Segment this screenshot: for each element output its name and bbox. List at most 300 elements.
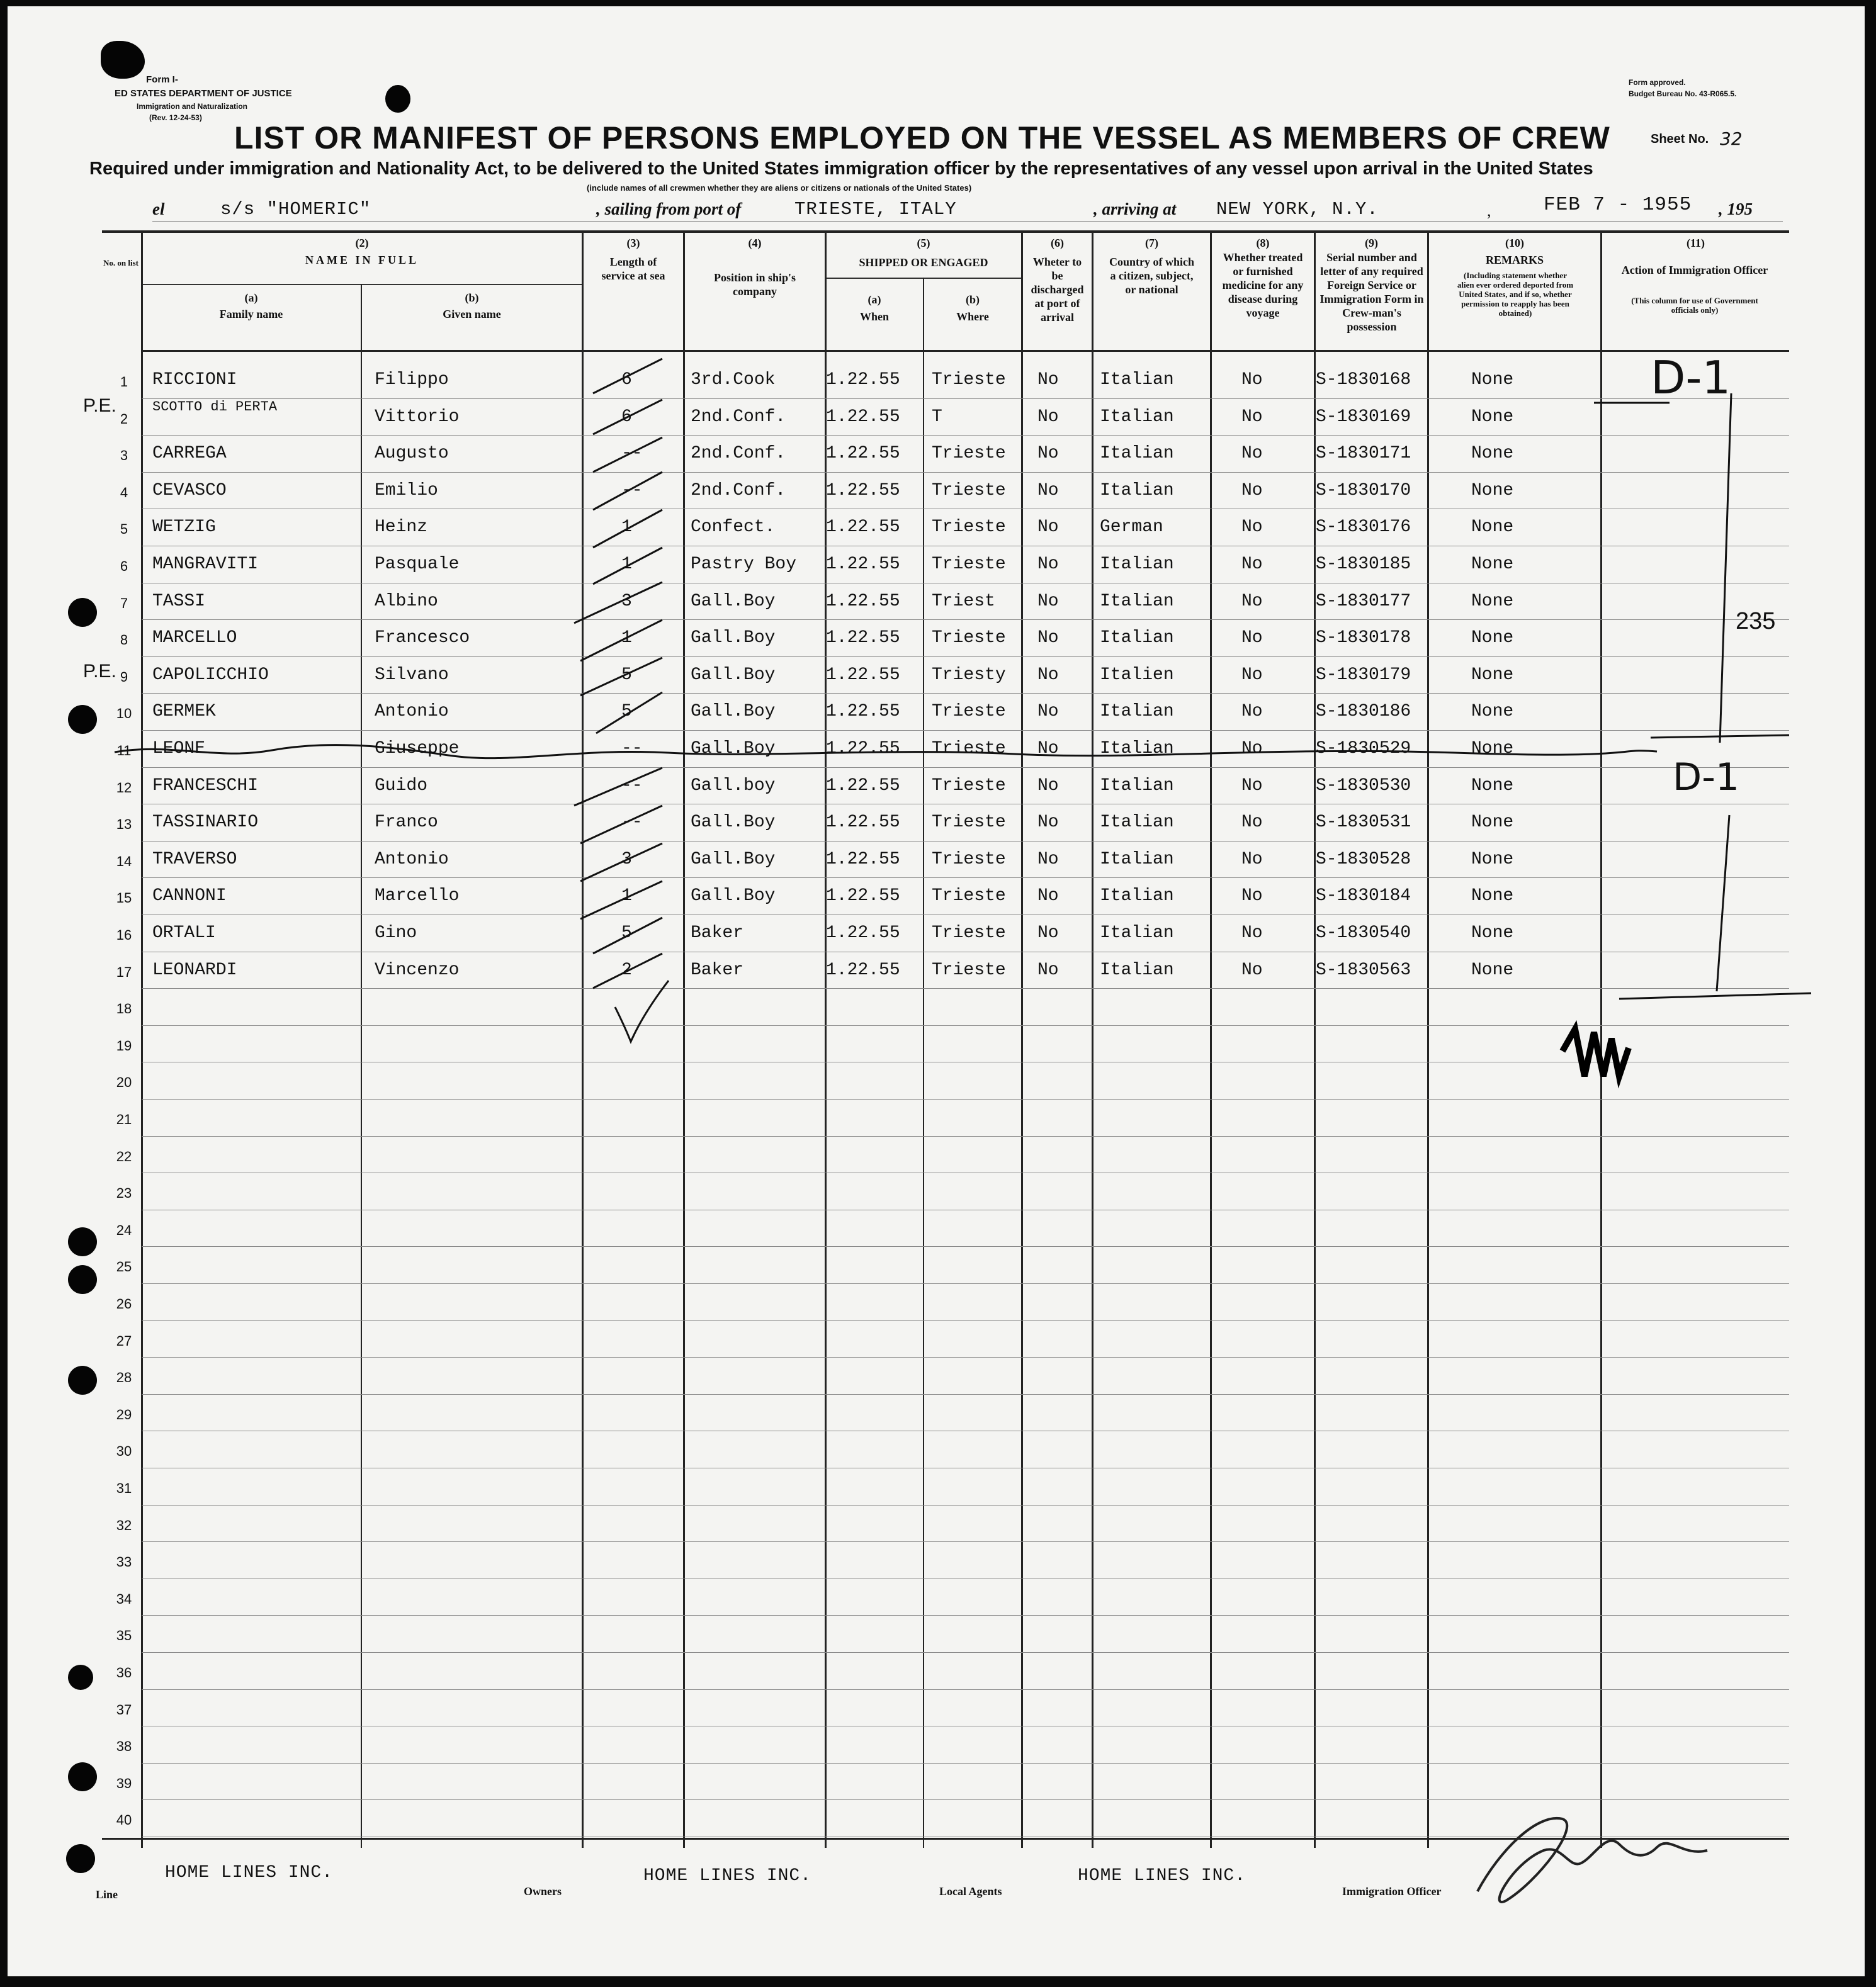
cell-when: 1.22.55 xyxy=(826,739,900,758)
cell-country: Italian xyxy=(1100,886,1174,906)
cell-country: Italian xyxy=(1100,813,1174,833)
approval-text: Form approved. xyxy=(1629,78,1686,87)
sheet-label: Sheet No. xyxy=(1651,132,1709,146)
cell-position: Gall.Boy xyxy=(691,849,776,869)
col5b-label: Where xyxy=(956,310,989,323)
row-number: 1 xyxy=(120,374,128,390)
service-name: Immigration and Naturalization xyxy=(137,102,248,111)
cell-disch: No xyxy=(1037,960,1059,980)
cell-disch: No xyxy=(1037,554,1059,574)
cell-treated: No xyxy=(1241,813,1263,833)
cell-family: SCOTTO di PERTA xyxy=(152,398,278,415)
pe-mark: P.E. xyxy=(83,395,116,416)
col2-title: NAME IN FULL xyxy=(305,254,419,266)
row-number: 16 xyxy=(116,927,132,943)
cell-where: Trieste xyxy=(932,702,1006,722)
cell-remarks: None xyxy=(1471,444,1514,464)
row-number: 12 xyxy=(116,779,132,796)
cell-remarks: None xyxy=(1471,370,1514,390)
cell-given: Marcello xyxy=(375,886,460,906)
cell-treated: No xyxy=(1241,849,1263,869)
cell-country: Italian xyxy=(1100,739,1174,758)
row-number: 6 xyxy=(120,558,128,574)
cell-service: 3 xyxy=(621,849,632,869)
row-number: 15 xyxy=(116,890,132,906)
manifest-sheet: Form I- ED STATES DEPARTMENT OF JUSTICE Immigration and Naturalization (Rev. 12-24-53) Form approved. Budget Bureau No. 43-R065.5. LIST OR MANIFEST OF PERSONS EMPLOYED ON THE VESSEL AS MEMBERS OF CREW Sheet No. 32 Required under immigration and Nationality Act, to be delivered to the United States immigration officer by the representatives of any vessel upon arrival in the United States (include names of all crewmen whether they are aliens or citizens or nationals of the United States) el s/s "HOMERIC" , sailing from port of TRIESTE, ITALY , arriving at NEW YORK, N.Y. , FEB 7 - 1955 , 195 No. on list (2) NAME IN FULL (a) Family name (b) Given name (3) Length of service at sea (4) Position in ship's company (5) SHIPPED OR ENGAGED (a) When (b) Where (6) Wheter to be discharged at port of arrival (7) Country of which a citizen, subject, or national (8) Whether treated or furnished medicine for any disease during voyage (9) Serial number and letter of any required Foreign Service or Immigration Form in Crew-man's possession (10) REMARKS (Including statement whether alien ever ordered deported from United States, and if so, whether permission to reapply has been obtained) (11) Action of Immigration Officer (This column for use of Government officials only) 1 RICCIONI Filippo 6 3rd.Cook 1.22.55 Trieste No Italian No S-1830168 None 2 SCOTTO di PERTA Vittorio 6 2nd.Conf. 1.22.55 T No Italian No S-1830169 None 3 CARREGA Augusto -- 2nd.Conf. 1.22.55 Trieste No Italian No S-1830171 None 4 CEVASCO Emilio -- 2nd.Conf. 1.22.55 Trieste No Italian No S-1830170 None 5 WETZIG Heinz 1 Confect. 1.22.55 Trieste No German No S-1830176 None 6 MANGRAVITI Pasquale 1 Pastry Boy 1.22.55 Trieste No Italian No S-1830185 None 7 TASSI Albino 3 Gall.Boy 1.22.55 Triest No Italian No S-1830177 None 8 MARCELLO Francesco 1 Gall.Boy 1.22.55 Trieste No Italian No S-1830178 None 9 CAPOLICCHIO Silvano 5 Gall.Boy 1.22.55 Triesty No Italien No S-1830179 None 10 GERMEK Antonio 5 Gall.Boy 1.22.55 Trieste No Italian No S-1830186 None 11 LEONE Giuseppe -- Gall.Boy 1.22.55 Trieste No Italian No S-1830529 None 12 FRANCESCHI Guido -- Gall.boy 1.22.55 Trieste No Italian No S-1830530 None 13 TASSINARIO Franco -- Gall.Boy 1.22.55 Trieste No Italian No S-1830531 None 14 TRAVERSO Antonio 3 Gall.Boy 1.22.55 Trieste No Italian No S-1830528 None 15 CANNONI Marcello 1 Gall.Boy 1.22.55 Trieste No Italian No S-1830184 None 16 ORTALI Gino 5 Baker 1.22.55 Trieste No Italian No S-1830540 None 17 LEONARDI Vincenzo 2 Baker 1.22.55 Trieste No Italian No S-1830563 None 18 19 20 21 22 23 24 25 26 27 28 29 30 31 32 33 34 35 36 37 38 39 40 P.E. P.E. D-1 D-1 235 Line HOME LINES INC. Owners HOME LINES INC. Local Agents HOME LINES INC. Immigration Officer xyxy=(8,6,1865,1976)
col2a-number: (a) xyxy=(244,291,258,304)
col7-label: Country of which a citizen, subject, or national xyxy=(1109,256,1194,296)
cell-country: Italian xyxy=(1100,591,1174,611)
cell-family: ORTALI xyxy=(152,923,216,943)
cell-when: 1.22.55 xyxy=(826,444,900,464)
cell-treated: No xyxy=(1241,480,1263,500)
col4-label: Position in ship's company xyxy=(713,271,796,298)
deport-annotation: D-1 xyxy=(1651,351,1731,404)
officer-signature xyxy=(1478,1818,1707,1902)
cell-treated: No xyxy=(1241,444,1263,464)
cell-country: Italian xyxy=(1100,444,1174,464)
col3-number: (3) xyxy=(626,237,640,249)
col11-note: (This column for use of Government officials only) xyxy=(1631,296,1758,315)
cell-country: Italian xyxy=(1100,628,1174,648)
col6-number: (6) xyxy=(1051,237,1064,249)
col4-number: (4) xyxy=(748,237,762,249)
cell-given: Augusto xyxy=(375,444,449,464)
checkmark xyxy=(615,981,669,1042)
cell-service: 6 xyxy=(621,370,632,390)
cell-position: Gall.Boy xyxy=(691,665,776,685)
cell-remarks: None xyxy=(1471,813,1514,833)
cell-serial: S-1830184 xyxy=(1316,886,1411,906)
cell-country: Italian xyxy=(1100,923,1174,943)
cell-disch: No xyxy=(1037,370,1059,390)
col6-label: Wheter to be discharged at port of arrival xyxy=(1031,256,1084,324)
agents-label: Local Agents xyxy=(939,1885,1002,1898)
cell-when: 1.22.55 xyxy=(826,665,900,685)
cell-when: 1.22.55 xyxy=(826,628,900,648)
subtitle: Required under immigration and Nationality Act, to be delivered to the United States immigration officer by the representatives of any vessel upon arrival in the United States xyxy=(89,159,1593,179)
cell-treated: No xyxy=(1241,554,1263,574)
handwritten-marks xyxy=(8,6,1865,1976)
vessel-label: el xyxy=(152,200,165,218)
cell-where: Triesty xyxy=(932,665,1006,685)
punch-hole xyxy=(66,1844,95,1873)
row-number: 7 xyxy=(120,595,128,611)
row-number: 3 xyxy=(120,447,128,464)
cell-disch: No xyxy=(1037,517,1059,538)
cell-given: Antonio xyxy=(375,702,449,722)
cell-serial: S-1830168 xyxy=(1316,370,1411,390)
cell-family: MANGRAVITI xyxy=(152,554,259,574)
cell-when: 1.22.55 xyxy=(826,960,900,980)
cell-serial: S-1830186 xyxy=(1316,702,1411,722)
cell-country: Italian xyxy=(1100,370,1174,390)
punch-hole xyxy=(68,1366,97,1395)
cell-where: Trieste xyxy=(932,554,1006,574)
cell-service: 1 xyxy=(621,886,632,906)
row-number: 8 xyxy=(120,632,128,648)
cell-service: 2 xyxy=(621,960,632,980)
cell-position: 2nd.Conf. xyxy=(691,407,786,427)
cell-position: Gall.Boy xyxy=(691,813,776,833)
bracket-line xyxy=(1619,993,1811,999)
cell-where: Trieste xyxy=(932,886,1006,906)
cell-country: Italian xyxy=(1100,849,1174,869)
cell-family: GERMEK xyxy=(152,702,216,722)
cell-when: 1.22.55 xyxy=(826,370,900,390)
row-number: 28 xyxy=(116,1370,132,1386)
col10-note: (Including statement whether alien ever ordered deported from United States, and if so, whether permission to reapply has been obtained) xyxy=(1457,271,1574,318)
cell-where: Trieste xyxy=(932,628,1006,648)
cell-disch: No xyxy=(1037,480,1059,500)
col8-number: (8) xyxy=(1256,237,1270,249)
cell-disch: No xyxy=(1037,886,1059,906)
cell-serial: S-1830529 xyxy=(1316,739,1411,758)
cell-remarks: None xyxy=(1471,960,1514,980)
col5a-number: (a) xyxy=(867,293,881,306)
cell-serial: S-1830563 xyxy=(1316,960,1411,980)
cell-when: 1.22.55 xyxy=(826,407,900,427)
cell-remarks: None xyxy=(1471,775,1514,796)
strike-through xyxy=(115,745,1657,758)
cell-disch: No xyxy=(1037,849,1059,869)
row-number: 35 xyxy=(116,1628,132,1644)
col5a-label: When xyxy=(859,310,889,323)
cell-position: 2nd.Conf. xyxy=(691,480,786,500)
cell-remarks: None xyxy=(1471,702,1514,722)
cell-serial: S-1830170 xyxy=(1316,480,1411,500)
cell-serial: S-1830528 xyxy=(1316,849,1411,869)
cell-serial: S-1830530 xyxy=(1316,775,1411,796)
cell-when: 1.22.55 xyxy=(826,702,900,722)
cell-given: Vincenzo xyxy=(375,960,460,980)
bracket-line xyxy=(1717,815,1729,991)
cell-position: Gall.boy xyxy=(691,775,776,796)
cell-remarks: None xyxy=(1471,886,1514,906)
row-number: 21 xyxy=(116,1112,132,1127)
cell-where: Trieste xyxy=(932,775,1006,796)
cell-serial: S-1830169 xyxy=(1316,407,1411,427)
arriving-label: , arriving at xyxy=(1093,200,1177,218)
row-number: 29 xyxy=(116,1406,132,1422)
row-number: 39 xyxy=(116,1775,132,1791)
cell-service: 1 xyxy=(621,554,632,574)
cell-when: 1.22.55 xyxy=(826,517,900,538)
cell-where: Trieste xyxy=(932,923,1006,943)
cell-when: 1.22.55 xyxy=(826,886,900,906)
cell-country: Italian xyxy=(1100,775,1174,796)
col2b-number: (b) xyxy=(465,291,479,304)
cell-service: 1 xyxy=(621,628,632,648)
cell-given: Filippo xyxy=(375,370,449,390)
officer-label: Immigration Officer xyxy=(1342,1885,1442,1898)
punch-hole xyxy=(68,1227,97,1256)
row-number: 2 xyxy=(120,410,128,427)
col9-number: (9) xyxy=(1365,237,1378,249)
cell-remarks: None xyxy=(1471,665,1514,685)
row-number: 25 xyxy=(116,1259,132,1275)
cell-remarks: None xyxy=(1471,923,1514,943)
cell-remarks: None xyxy=(1471,480,1514,500)
punch-hole xyxy=(385,85,410,113)
bracket-line xyxy=(1651,735,1789,738)
form-number: Form I- xyxy=(146,74,178,85)
cell-disch: No xyxy=(1037,591,1059,611)
col7-number: (7) xyxy=(1145,237,1158,249)
cell-family: MARCELLO xyxy=(152,628,237,648)
row-number: 20 xyxy=(116,1074,132,1091)
cell-family: LEONE xyxy=(152,739,206,758)
cell-serial: S-1830540 xyxy=(1316,923,1411,943)
page-title: LIST OR MANIFEST OF PERSONS EMPLOYED ON THE VESSEL AS MEMBERS OF CREW xyxy=(234,120,1610,155)
cell-disch: No xyxy=(1037,628,1059,648)
col11-number: (11) xyxy=(1687,237,1705,249)
cell-position: Gall.Boy xyxy=(691,702,776,722)
row-number: 24 xyxy=(116,1222,132,1238)
cell-family: LEONARDI xyxy=(152,960,237,980)
cell-country: German xyxy=(1100,517,1163,538)
agents-value: HOME LINES INC. xyxy=(1078,1866,1246,1886)
col2a-label: Family name xyxy=(219,308,283,320)
cell-serial: S-1830171 xyxy=(1316,444,1411,464)
cell-family: FRANCESCHI xyxy=(152,775,259,796)
cell-where: Trieste xyxy=(932,739,1006,758)
row-number: 14 xyxy=(116,853,132,869)
cell-remarks: None xyxy=(1471,554,1514,574)
punch-hole xyxy=(68,1265,97,1294)
cell-service: -- xyxy=(621,739,643,758)
punch-hole xyxy=(68,1762,97,1791)
cell-given: Albino xyxy=(375,591,438,611)
row-number: 11 xyxy=(116,743,132,758)
row-number: 26 xyxy=(116,1296,132,1312)
cell-treated: No xyxy=(1241,739,1263,758)
cell-family: CANNONI xyxy=(152,886,227,906)
cell-position: Gall.Boy xyxy=(691,628,776,648)
vessel-name: s/s "HOMERIC" xyxy=(220,199,371,220)
cell-given: Silvano xyxy=(375,665,449,685)
cell-position: Baker xyxy=(691,923,744,943)
row-number: 4 xyxy=(120,484,128,500)
cell-given: Emilio xyxy=(375,480,438,500)
count-annotation: 235 xyxy=(1736,608,1776,634)
cell-given: Heinz xyxy=(375,517,428,538)
cell-treated: No xyxy=(1241,960,1263,980)
cell-country: Italian xyxy=(1100,960,1174,980)
year-suffix: , 195 xyxy=(1719,200,1753,218)
col3-label: Length of service at sea xyxy=(601,256,665,282)
cell-remarks: None xyxy=(1471,628,1514,648)
cell-family: TASSINARIO xyxy=(152,813,259,833)
cell-when: 1.22.55 xyxy=(826,480,900,500)
punch-hole xyxy=(68,598,97,627)
cell-serial: S-1830176 xyxy=(1316,517,1411,538)
cell-where: Trieste xyxy=(932,480,1006,500)
cell-service: 5 xyxy=(621,702,632,722)
line-label: Line xyxy=(96,1888,118,1901)
row-number: 34 xyxy=(116,1590,132,1607)
row-number: 5 xyxy=(120,521,128,538)
cell-given: Antonio xyxy=(375,849,449,869)
row-number: 17 xyxy=(116,964,132,980)
row-number: 30 xyxy=(116,1443,132,1460)
col5b-number: (b) xyxy=(966,293,980,306)
row-number: 36 xyxy=(116,1665,132,1680)
subnote: (include names of all crewmen whether they are aliens or citizens or nationals of the United States) xyxy=(587,183,972,193)
cell-position: Gall.Boy xyxy=(691,739,776,758)
cell-country: Italien xyxy=(1100,665,1174,685)
cell-where: T xyxy=(932,407,942,427)
row-number: 13 xyxy=(116,816,132,833)
cell-remarks: None xyxy=(1471,517,1514,538)
cell-treated: No xyxy=(1241,665,1263,685)
department-name: ED STATES DEPARTMENT OF JUSTICE xyxy=(115,88,292,99)
cell-when: 1.22.55 xyxy=(826,775,900,796)
row-number: 27 xyxy=(116,1332,132,1349)
arrival-date: FEB 7 - 1955 xyxy=(1544,194,1692,216)
cell-treated: No xyxy=(1241,923,1263,943)
scribble xyxy=(1562,1029,1629,1076)
cell-where: Trieste xyxy=(932,849,1006,869)
row-number: 32 xyxy=(116,1517,132,1533)
cell-where: Trieste xyxy=(932,370,1006,390)
cell-family: CAPOLICCHIO xyxy=(152,665,269,685)
cell-country: Italian xyxy=(1100,554,1174,574)
col5-title: SHIPPED OR ENGAGED xyxy=(859,256,988,269)
departure-port: TRIESTE, ITALY xyxy=(794,199,957,220)
bracket-line xyxy=(1720,393,1731,743)
cell-serial: S-1830177 xyxy=(1316,591,1411,611)
punch-hole xyxy=(68,705,97,734)
tally-slashes xyxy=(574,359,662,988)
cell-service: 6 xyxy=(621,407,632,427)
cell-when: 1.22.55 xyxy=(826,554,900,574)
revision: (Rev. 12-24-53) xyxy=(149,113,202,122)
cell-country: Italian xyxy=(1100,480,1174,500)
cell-service: 1 xyxy=(621,517,632,538)
cell-where: Trieste xyxy=(932,960,1006,980)
cell-position: Gall.Boy xyxy=(691,591,776,611)
sailing-label: , sailing from port of xyxy=(596,200,742,218)
col9-label: Serial number and letter of any required Foreign Service or Immigration Form in Crew-man's possession xyxy=(1319,251,1424,333)
cell-remarks: None xyxy=(1471,407,1514,427)
row-number: 9 xyxy=(120,668,128,685)
cell-remarks: None xyxy=(1471,739,1514,758)
cell-where: Trieste xyxy=(932,813,1006,833)
cell-position: Baker xyxy=(691,960,744,980)
row-number: 18 xyxy=(116,1001,132,1017)
cell-country: Italian xyxy=(1100,407,1174,427)
cell-where: Triest xyxy=(932,591,995,611)
cell-when: 1.22.55 xyxy=(826,923,900,943)
cell-remarks: None xyxy=(1471,849,1514,869)
cell-family: TASSI xyxy=(152,591,206,611)
row-number: 37 xyxy=(116,1701,132,1718)
cell-where: Trieste xyxy=(932,444,1006,464)
owners-value: HOME LINES INC. xyxy=(643,1866,812,1886)
cell-when: 1.22.55 xyxy=(826,813,900,833)
cell-treated: No xyxy=(1241,775,1263,796)
cell-position: 3rd.Cook xyxy=(691,370,776,390)
row-number: 22 xyxy=(116,1148,132,1164)
cell-service: -- xyxy=(621,444,643,464)
cell-family: WETZIG xyxy=(152,517,216,538)
cell-service: 5 xyxy=(621,665,632,685)
col11-label: Action of Immigration Officer xyxy=(1621,264,1768,276)
cell-where: Trieste xyxy=(932,517,1006,538)
cell-treated: No xyxy=(1241,517,1263,538)
cell-given: Guido xyxy=(375,775,428,796)
cell-position: Gall.Boy xyxy=(691,886,776,906)
cell-disch: No xyxy=(1037,813,1059,833)
cell-disch: No xyxy=(1037,775,1059,796)
cell-family: TRAVERSO xyxy=(152,849,237,869)
cell-family: CEVASCO xyxy=(152,480,227,500)
cell-service: -- xyxy=(621,813,643,833)
cell-serial: S-1830179 xyxy=(1316,665,1411,685)
row-number: 31 xyxy=(116,1480,132,1496)
cell-disch: No xyxy=(1037,665,1059,685)
cell-family: RICCIONI xyxy=(152,370,237,390)
cell-disch: No xyxy=(1037,923,1059,943)
row-number: 38 xyxy=(116,1738,132,1755)
row-number: 19 xyxy=(116,1037,132,1054)
cell-disch: No xyxy=(1037,444,1059,464)
cell-treated: No xyxy=(1241,407,1263,427)
cell-disch: No xyxy=(1037,739,1059,758)
cell-service: 5 xyxy=(621,923,632,943)
row-number: 33 xyxy=(116,1554,132,1570)
cell-position: Confect. xyxy=(691,517,776,538)
pe-mark: P.E. xyxy=(83,661,116,682)
cell-when: 1.22.55 xyxy=(826,849,900,869)
col8-label: Whether treated or furnished medicine for any disease during voyage xyxy=(1222,251,1304,319)
cell-serial: S-1830185 xyxy=(1316,554,1411,574)
cell-disch: No xyxy=(1037,407,1059,427)
col2-number: (2) xyxy=(355,237,369,249)
col10-title: REMARKS xyxy=(1485,254,1544,266)
cell-remarks: None xyxy=(1471,591,1514,611)
cell-when: 1.22.55 xyxy=(826,591,900,611)
cell-given: Francesco xyxy=(375,628,470,648)
col2b-label: Given name xyxy=(443,308,501,320)
budget-number: Budget Bureau No. 43-R065.5. xyxy=(1629,89,1737,98)
punch-hole xyxy=(68,1665,93,1690)
cell-service: 3 xyxy=(621,591,632,611)
cell-given: Franco xyxy=(375,813,438,833)
cell-country: Italian xyxy=(1100,702,1174,722)
cell-treated: No xyxy=(1241,628,1263,648)
cell-treated: No xyxy=(1241,886,1263,906)
col5-number: (5) xyxy=(917,237,930,249)
cell-serial: S-1830178 xyxy=(1316,628,1411,648)
cell-treated: No xyxy=(1241,702,1263,722)
cell-service: -- xyxy=(621,480,643,500)
cell-given: Gino xyxy=(375,923,417,943)
cell-treated: No xyxy=(1241,370,1263,390)
cell-serial: S-1830531 xyxy=(1316,813,1411,833)
row-number: 10 xyxy=(116,706,132,722)
deport-annotation: D-1 xyxy=(1673,755,1740,799)
cell-family: CARREGA xyxy=(152,444,227,464)
cell-given: Giuseppe xyxy=(375,739,460,758)
col-no-label: No. on list xyxy=(103,258,138,267)
arrival-port: NEW YORK, N.Y. xyxy=(1216,199,1379,220)
line-value: HOME LINES INC. xyxy=(165,1863,334,1883)
cell-disch: No xyxy=(1037,702,1059,722)
cell-service: -- xyxy=(621,775,643,796)
col10-number: (10) xyxy=(1505,237,1524,249)
